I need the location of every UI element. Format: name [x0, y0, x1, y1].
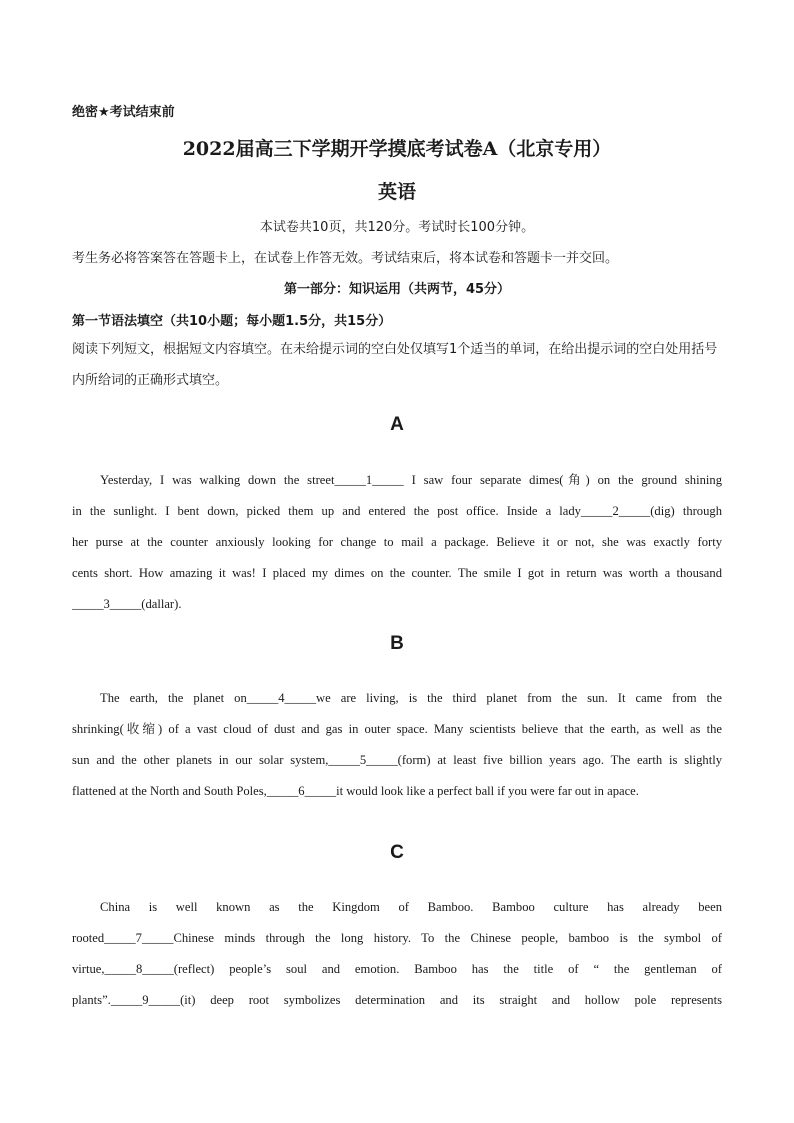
subject-title: 英语	[377, 181, 416, 203]
passage-line: _____3_____(dallar).	[72, 597, 182, 611]
passage-line: China is well known as the Kingdom of Bamboo. Bamboo culture has already been	[100, 900, 722, 914]
passage-letter-a: A	[390, 414, 404, 435]
passage-letter-b: B	[390, 633, 404, 654]
passage-line: cents short. How amazing it was! I placed my dimes on the counter. The smile I got in return was worth a thousand	[72, 566, 722, 580]
passage-line: rooted_____7_____Chinese minds through the long history. To the Chinese people, bamboo is the symbol of	[72, 931, 722, 945]
passage-line: flattened at the North and South Poles,_____6_____it would look like a perfect ball if you were far out in apace.	[72, 784, 639, 798]
passage-b	[72, 683, 722, 807]
passage-line: in the sunlight. I bent down, picked them up and entered the post office. Inside a lady_____2_____(dig) through	[72, 504, 722, 518]
exam-title: 2022届高三下学期开学摸底考试卷A（北京专用）	[182, 138, 612, 160]
passage-line: Yesterday, I was walking down the street_____1_____ I saw four separate dimes(角) on the ground shining	[100, 473, 722, 487]
passage-a	[72, 465, 722, 620]
passage-c	[72, 892, 722, 1016]
passage-line: shrinking(收缩) of a vast cloud of dust and gas in outer space. Many scientists believe that the earth, as well as the	[72, 722, 722, 736]
instructions: 阅读下列短文，根据短文内容填空。在未给提示词的空白处仅填写1个适当的单词，在给出提示词的空白处用括号内所给词的正确形式填空。	[72, 342, 718, 388]
passage-line: The earth, the planet on_____4_____we are living, is the third planet from the sun. It came from the	[100, 691, 722, 705]
section-title: 第一节语法填空（共10小题；每小题1.5分，共15分）	[72, 314, 392, 329]
passage-line: her purse at the counter anxiously looking for change to mail a package. Believe it or not, she was exactly forty	[72, 535, 722, 549]
part-title: 第一部分：知识运用（共两节，45分）	[283, 282, 511, 297]
confidential-label: 绝密★考试结束前	[72, 105, 175, 120]
passage-line: sun and the other planets in our solar system,_____5_____(form) at least five billion years ago. The earth is slightly	[72, 753, 722, 767]
passage-line: plants”._____9_____(it) deep root symbolizes determination and its straight and hollow pole represents	[72, 993, 722, 1007]
passage-line: virtue,_____8_____(reflect) people’s soul and emotion. Bamboo has the title of “ the gentleman of	[72, 962, 722, 976]
exam-notice: 考生务必将答案答在答题卡上，在试卷上作答无效。考试结束后，将本试卷和答题卡一并交回。	[72, 251, 619, 266]
exam-info: 本试卷共10页，共120分。考试时长100分钟。	[259, 220, 535, 235]
passage-letter-c: C	[390, 842, 404, 863]
